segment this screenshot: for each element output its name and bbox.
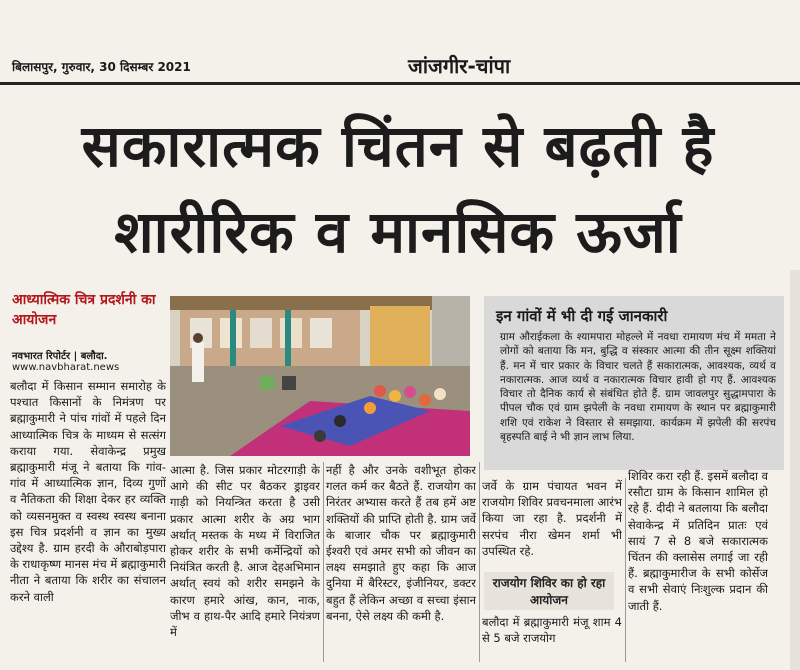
info-box-title: इन गांवों में भी दी गई जानकारी [496, 307, 668, 325]
dateline: बिलासपुर, गुरुवार, 30 दिसम्बर 2021 [12, 60, 191, 74]
photo-illustration [170, 296, 470, 456]
column-divider [625, 478, 626, 662]
article-column-1: बलौदा में किसान सम्मान समारोह के पश्चात किसानों के निमंत्रण पर ब्रह्माकुमारी ने पांच गांवों में पहले दिन आध्यात्मिक चित्र के माध्यम से सत्संग कराया गया. सेवाकेन्द्र प्रमुख ब्रह्माकुमारी मंजू ने बताया कि गांव-गांव में आध्यात्मिक ज्ञान, दिव्य गुणों व नैतिकता की शिक्षा देकर हर व्यक्ति को व्यसनमुक्त व स्वस्थ स्वस्थ बनाना इस चित्र प्रदर्शनी व ज्ञान का मुख्य उद्देश्य है. ग्राम हरदी के औराबोड़पारा के राधाकृष्ण मानस मंच में ब्रह्माकुमारी नीता ने बताया कि शरीर का संचालन करने वाली [10, 379, 166, 604]
adjacent-page-edge [790, 270, 800, 670]
article-column-4b: बलौदा में ब्रह्माकुमारी मंजू शाम 4 से 5 बजे राजयोग [482, 615, 622, 646]
article-subhead: आध्यात्मिक चित्र प्रदर्शनी का आयोजन [12, 292, 156, 328]
article-subhead-2: राजयोग शिविर का हो रहा आयोजन [484, 572, 614, 610]
headline-line-2: शारीरिक व मानसिक ऊर्जा [114, 198, 682, 266]
article-column-3: नहीं है और उनके वशीभूत होकर गलत कर्म कर बैठते हैं. राजयोग का निरंतर अभ्यास करते हैं तब हमें अष्ट शक्तियों की प्राप्ति होती है. ग्राम जर्वे के बाजार चौक पर ब्रह्माकुमारी ईश्वरी एवं अमर सभी को जीवन का लक्ष्य समझाते हुए कहा कि आज दुनिया में बैरिस्टर, इंजीनियर, डक्टर बहुत हैं लेकिन अच्छा व सच्चा इंसान बनना, ऐसे लक्ष्य की कमी है. [326, 463, 476, 623]
column-divider [479, 462, 480, 662]
section-name: जांजगीर-चांपा [408, 54, 511, 78]
article-column-4a: जर्वे के ग्राम पंचायत भवन में राजयोग शिविर प्रवचनमाला आरंभ किया जा रहा है. प्रदर्शनी में सरपंच नीरा खेमन शर्मा भी उपस्थित रहे. [482, 479, 622, 558]
headline-line-1: सकारात्मक चिंतन से बढ़ती है [81, 112, 715, 180]
article-column-2: आत्मा है. जिस प्रकार मोटरगाड़ी के आगे की सीट पर बैठकर ड्राइवर गाड़ी को नियन्त्रित करता है उसी प्रकार आत्मा शरीर के अग्र भाग अर्थात् मस्तक के मध्य में विराजित होकर शरीर के सभी कर्मेन्द्रियों को नियंत्रित करती है. आज देहअभिमान अर्थात् स्वयं को शरीर समझने के कारण हमारे आंख, कान, नाक, जीभ व हाथ-पैर आदि हमारे नियंत्रण में [170, 463, 320, 640]
website: www.navbharat.news [12, 362, 120, 373]
info-box-text: ग्राम औराईकला के श्यामपारा मोहल्ले में नवधा रामायण मंच में ममता ने लोगों को बताया कि मन, बुद्धि व संस्कार आत्मा की तीन सूक्ष्म शक्तियां हैं. मन में चार प्रकार के विचार चलते हैं सकारात्मक, आवश्यक, व्यर्थ व नकारात्मक. आज व्यर्थ व नकारात्मक विचार हावी हो गए हैं. आवश्यक विचार तो दैनिक कार्य से संबंधित होते हैं. ग्राम जावलपुर सुद्धामपारा के पीपल चौक एवं ग्राम झपेली के नवधा रामायण के स्थान पर ब्रह्माकुमारी शशि एवं राकेश ने विस्तार से समझाया. कार्यक्रम में झपेली की सरपंच बृहस्पति बाई ने भी ज्ञान लाभ लिया. [500, 331, 776, 444]
article-column-5: शिविर करा रही हैं. इसमें बलौदा व रसौटा ग्राम के किसान शामिल हो रहे हैं. दीदी ने बतलाया कि बलौदा सेवाकेन्द्र में प्रतिदिन प्रातः एवं सायं 7 से 8 बजे सकारात्मक चिंतन की क्लासेस लगाई जा रही हैं. ब्रह्माकुमारीज के सभी कोर्सेज व सभी सेवाएं निःशुल्क प्रदान की जाती हैं. [628, 469, 768, 613]
column-divider [323, 462, 324, 662]
event-photo [170, 296, 470, 456]
header-rule [0, 82, 800, 85]
byline: नवभारत रिपोर्टर | बलौदा. [12, 351, 108, 362]
